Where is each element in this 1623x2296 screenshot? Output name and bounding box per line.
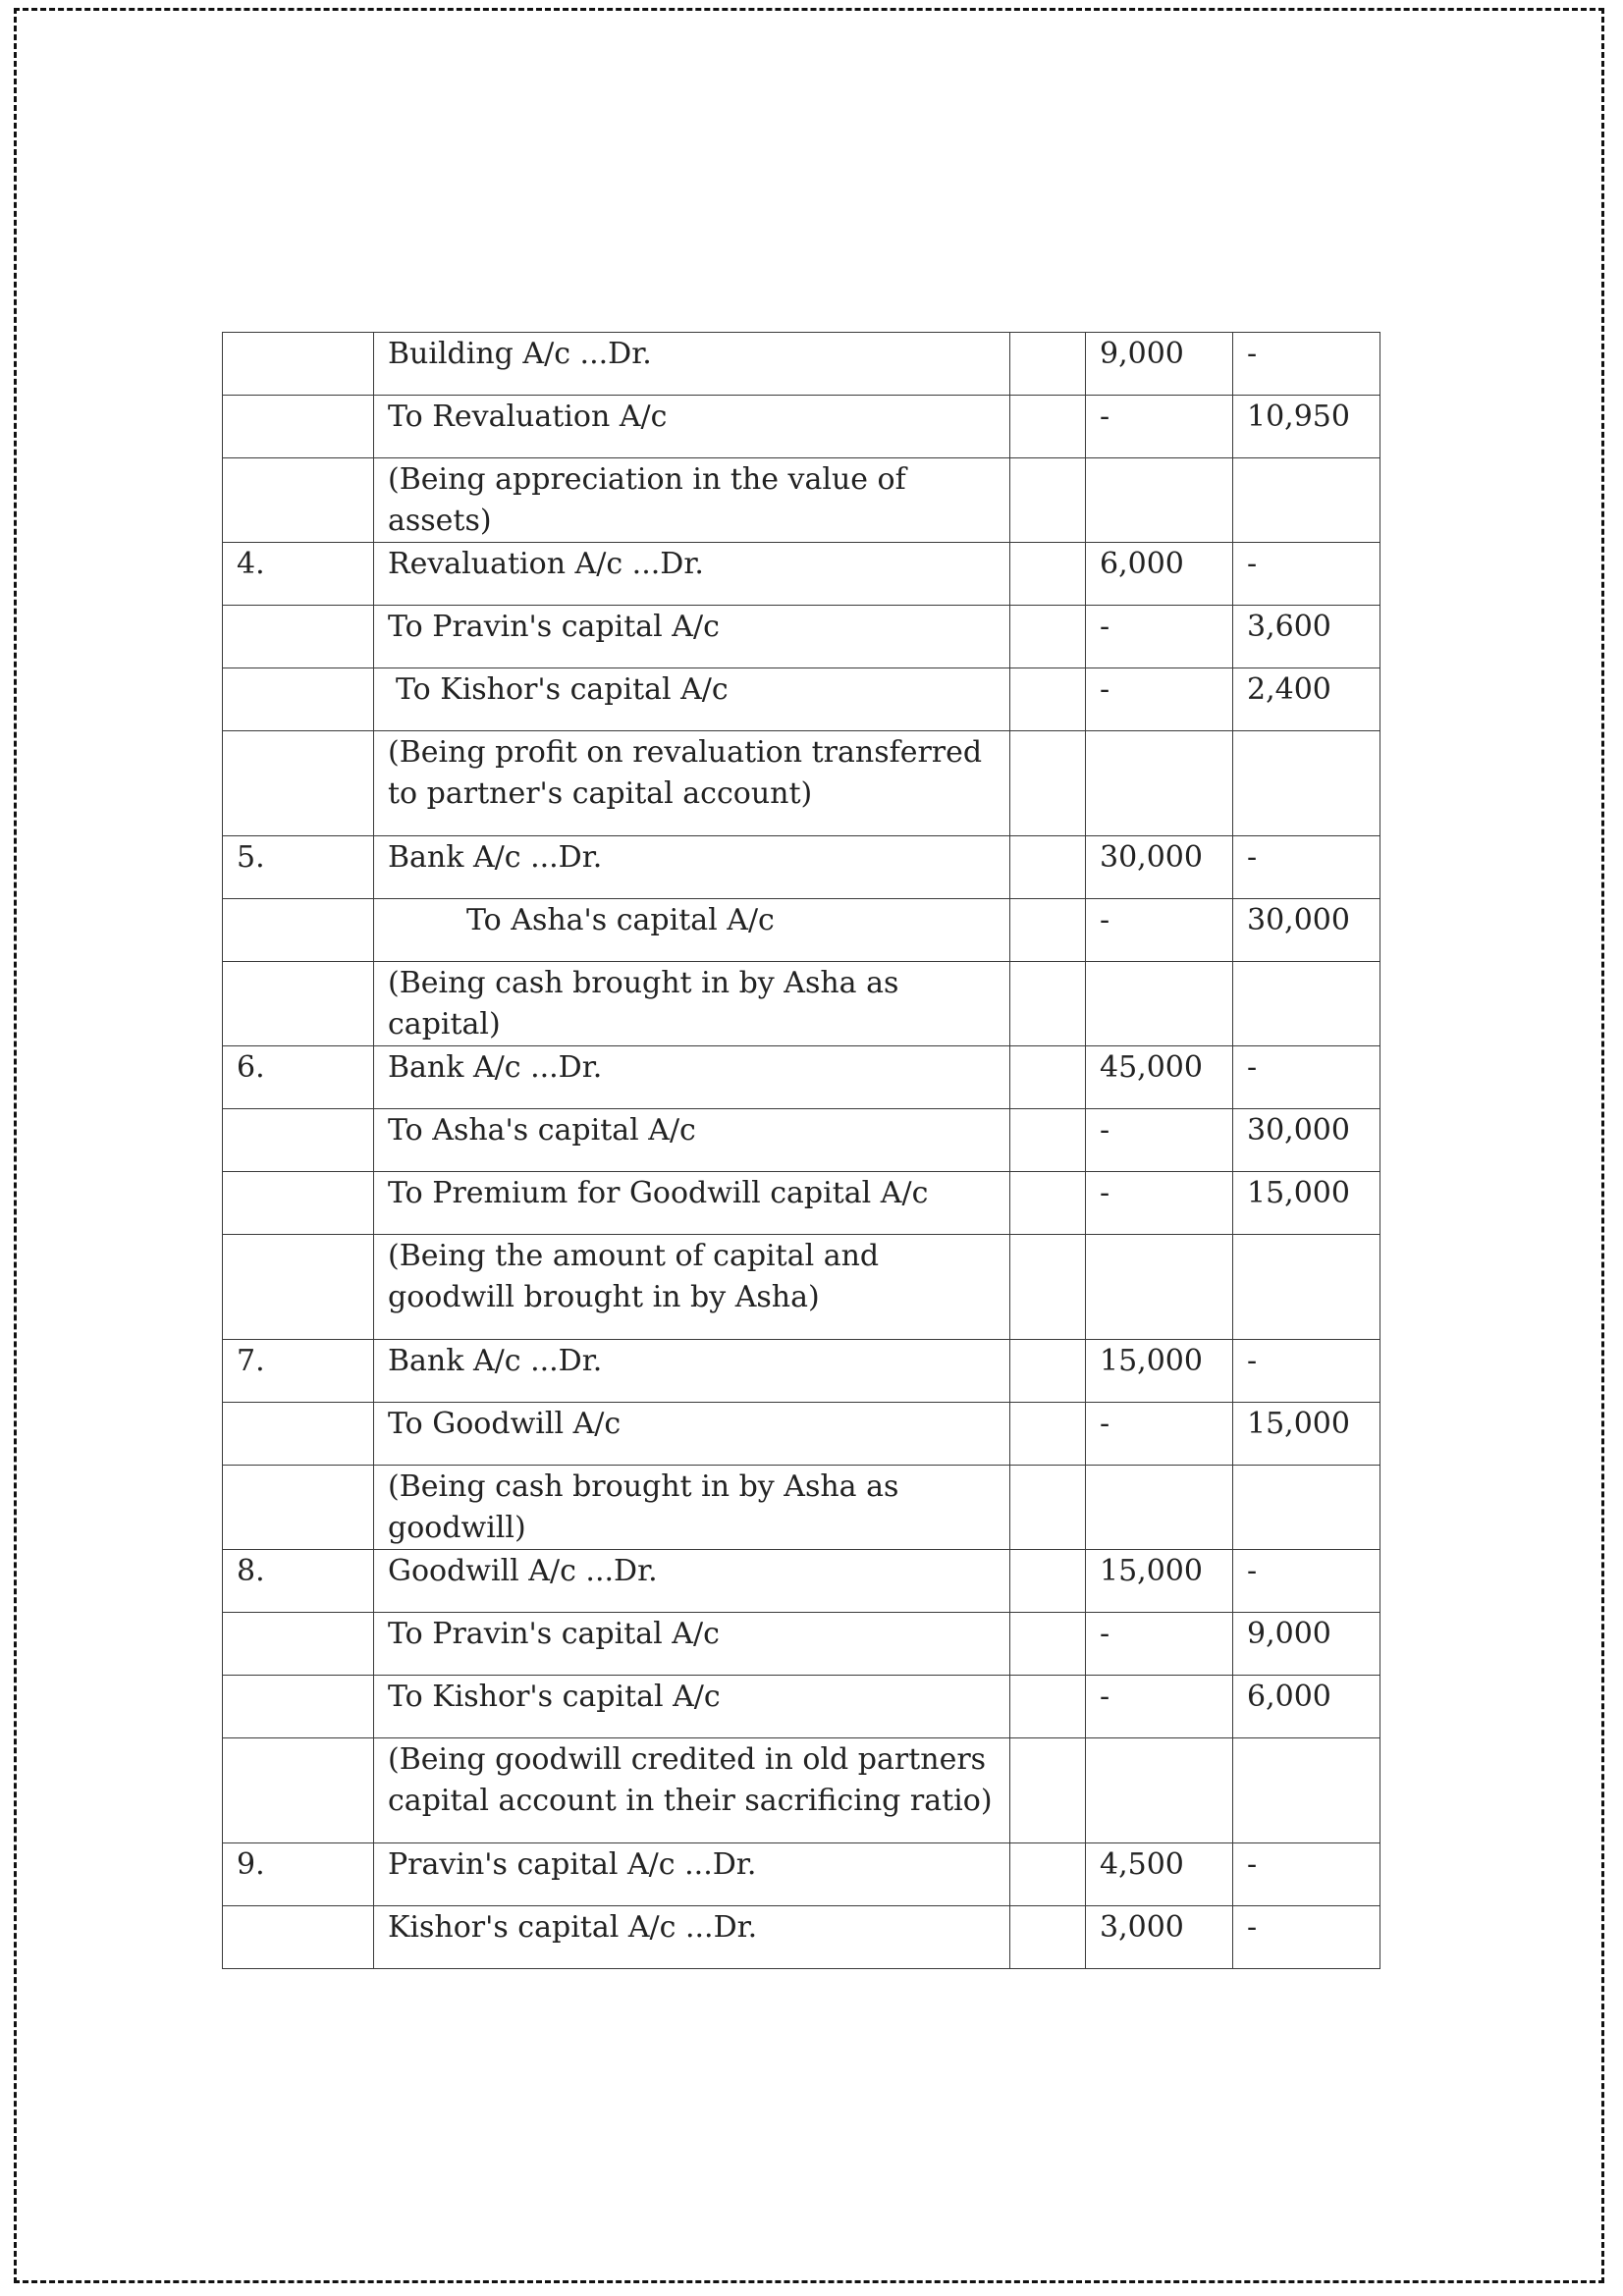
credit-amount-cell xyxy=(1233,606,1380,668)
entry-number-cell xyxy=(223,836,374,899)
particulars-text: (Being the amount of capital and goodwill brought in by Asha) xyxy=(388,1239,880,1314)
entry-number-cell xyxy=(223,1738,374,1843)
entry-number-cell xyxy=(223,1235,374,1340)
particulars-text: Goodwill A/c ...Dr. xyxy=(388,1554,658,1588)
debit-amount-cell xyxy=(1086,1046,1233,1109)
particulars-cell xyxy=(374,731,1010,836)
particulars-text: Kishor's capital A/c ...Dr. xyxy=(388,1910,758,1945)
journal-row xyxy=(223,458,1380,543)
particulars-text: Bank A/c ...Dr. xyxy=(388,1050,603,1085)
debit-amount-text: - xyxy=(1100,400,1110,434)
credit-amount-cell xyxy=(1233,1403,1380,1466)
debit-amount-cell xyxy=(1086,1843,1233,1906)
entry-number-cell xyxy=(223,962,374,1046)
credit-amount-text: 9,000 xyxy=(1247,1617,1331,1651)
journal-row xyxy=(223,606,1380,668)
debit-amount-text xyxy=(1100,1235,1218,1236)
debit-amount-text: - xyxy=(1100,1617,1110,1651)
debit-amount-cell xyxy=(1086,668,1233,731)
journal-row xyxy=(223,1340,1380,1403)
journal-row xyxy=(223,396,1380,458)
entry-number-cell xyxy=(223,606,374,668)
credit-amount-text: - xyxy=(1247,337,1258,371)
debit-amount-cell xyxy=(1086,1613,1233,1676)
credit-amount-cell xyxy=(1233,396,1380,458)
ledger-folio-text xyxy=(1024,1613,1071,1614)
debit-amount-text xyxy=(1100,962,1218,963)
ledger-folio-cell xyxy=(1010,1676,1086,1738)
particulars-cell xyxy=(374,668,1010,731)
debit-amount-text: - xyxy=(1100,1176,1110,1210)
entry-number-text: 9. xyxy=(237,1847,265,1882)
particulars-cell xyxy=(374,962,1010,1046)
debit-amount-cell xyxy=(1086,1550,1233,1613)
ledger-folio-text xyxy=(1024,899,1071,900)
debit-amount-text xyxy=(1100,1466,1218,1467)
debit-amount-text: 15,000 xyxy=(1100,1344,1203,1378)
credit-amount-text: - xyxy=(1247,1847,1258,1882)
credit-amount-cell xyxy=(1233,1843,1380,1906)
debit-amount-cell xyxy=(1086,543,1233,606)
particulars-cell xyxy=(374,1843,1010,1906)
credit-amount-cell xyxy=(1233,1109,1380,1172)
journal-row xyxy=(223,1738,1380,1843)
credit-amount-cell xyxy=(1233,1906,1380,1969)
entry-number-cell xyxy=(223,1403,374,1466)
ledger-folio-text xyxy=(1024,396,1071,397)
ledger-folio-cell xyxy=(1010,458,1086,543)
particulars-cell xyxy=(374,1550,1010,1613)
entry-number-text xyxy=(237,1109,359,1110)
debit-amount-cell xyxy=(1086,1906,1233,1969)
particulars-cell xyxy=(374,1738,1010,1843)
ledger-folio-text xyxy=(1024,1738,1071,1739)
particulars-cell xyxy=(374,1403,1010,1466)
particulars-text: To Premium for Goodwill capital A/c xyxy=(388,1176,929,1210)
entry-number-text: 7. xyxy=(237,1344,265,1378)
ledger-folio-cell xyxy=(1010,1235,1086,1340)
debit-amount-cell xyxy=(1086,606,1233,668)
journal-body xyxy=(223,333,1380,1969)
entry-number-cell xyxy=(223,458,374,543)
particulars-cell xyxy=(374,836,1010,899)
credit-amount-cell xyxy=(1233,962,1380,1046)
ledger-folio-text xyxy=(1024,606,1071,607)
entry-number-text xyxy=(237,396,359,397)
debit-amount-text: - xyxy=(1100,1113,1110,1148)
entry-number-cell xyxy=(223,731,374,836)
credit-amount-text: 3,600 xyxy=(1247,610,1331,644)
credit-amount-text: - xyxy=(1247,1910,1258,1945)
entry-number-text xyxy=(237,1738,359,1739)
particulars-text: (Being goodwill credited in old partners capital account in their sacrificing ratio) xyxy=(388,1742,993,1818)
debit-amount-cell xyxy=(1086,333,1233,396)
entry-number-cell xyxy=(223,1550,374,1613)
ledger-folio-cell xyxy=(1010,1843,1086,1906)
debit-amount-cell xyxy=(1086,1340,1233,1403)
journal-row xyxy=(223,333,1380,396)
debit-amount-text xyxy=(1100,731,1218,732)
entry-number-text xyxy=(237,899,359,900)
entry-number-cell xyxy=(223,1109,374,1172)
particulars-text: To Goodwill A/c xyxy=(388,1407,622,1441)
journal-row xyxy=(223,1613,1380,1676)
ledger-folio-text xyxy=(1024,1235,1071,1236)
entry-number-cell xyxy=(223,899,374,962)
particulars-text: To Kishor's capital A/c xyxy=(388,1680,721,1714)
debit-amount-text: 9,000 xyxy=(1100,337,1184,371)
journal-row xyxy=(223,899,1380,962)
journal-row xyxy=(223,1109,1380,1172)
entry-number-text: 5. xyxy=(237,840,265,875)
entry-number-cell xyxy=(223,668,374,731)
credit-amount-cell xyxy=(1233,899,1380,962)
ledger-folio-text xyxy=(1024,1403,1071,1404)
debit-amount-cell xyxy=(1086,1172,1233,1235)
ledger-folio-cell xyxy=(1010,333,1086,396)
credit-amount-text xyxy=(1247,458,1366,459)
ledger-folio-cell xyxy=(1010,1466,1086,1550)
entry-number-text xyxy=(237,1172,359,1173)
credit-amount-text: 30,000 xyxy=(1247,1113,1350,1148)
particulars-cell xyxy=(374,1613,1010,1676)
credit-amount-cell xyxy=(1233,1550,1380,1613)
ledger-folio-text xyxy=(1024,668,1071,669)
particulars-text: To Pravin's capital A/c xyxy=(388,610,720,644)
credit-amount-cell xyxy=(1233,1172,1380,1235)
debit-amount-cell xyxy=(1086,731,1233,836)
particulars-cell xyxy=(374,1109,1010,1172)
ledger-folio-text xyxy=(1024,1550,1071,1551)
journal-row xyxy=(223,543,1380,606)
entry-number-text: 8. xyxy=(237,1554,265,1588)
debit-amount-text: 4,500 xyxy=(1100,1847,1184,1882)
credit-amount-text: - xyxy=(1247,1344,1258,1378)
credit-amount-text: - xyxy=(1247,1554,1258,1588)
credit-amount-cell xyxy=(1233,333,1380,396)
ledger-folio-text xyxy=(1024,1843,1071,1844)
entry-number-text: 6. xyxy=(237,1050,265,1085)
journal-row xyxy=(223,1403,1380,1466)
entry-number-cell xyxy=(223,1172,374,1235)
entry-number-cell xyxy=(223,543,374,606)
ledger-folio-text xyxy=(1024,333,1071,334)
entry-number-cell xyxy=(223,1340,374,1403)
ledger-folio-cell xyxy=(1010,1403,1086,1466)
journal-row xyxy=(223,836,1380,899)
entry-number-text xyxy=(237,1466,359,1467)
credit-amount-cell xyxy=(1233,1738,1380,1843)
particulars-cell xyxy=(374,1172,1010,1235)
debit-amount-cell xyxy=(1086,1109,1233,1172)
ledger-folio-cell xyxy=(1010,1340,1086,1403)
entry-number-cell xyxy=(223,1676,374,1738)
ledger-folio-cell xyxy=(1010,606,1086,668)
entry-number-text: 4. xyxy=(237,547,265,581)
credit-amount-text xyxy=(1247,1235,1366,1236)
debit-amount-text: 3,000 xyxy=(1100,1910,1184,1945)
particulars-cell xyxy=(374,396,1010,458)
credit-amount-cell xyxy=(1233,836,1380,899)
debit-amount-cell xyxy=(1086,1235,1233,1340)
entry-number-cell xyxy=(223,1613,374,1676)
entry-number-cell xyxy=(223,1466,374,1550)
particulars-cell xyxy=(374,333,1010,396)
ledger-folio-cell xyxy=(1010,1613,1086,1676)
debit-amount-cell xyxy=(1086,1676,1233,1738)
particulars-text: (Being profit on revaluation transferred to partner's capital account) xyxy=(388,735,983,811)
credit-amount-text: - xyxy=(1247,547,1258,581)
entry-number-text xyxy=(237,668,359,669)
particulars-cell xyxy=(374,606,1010,668)
ledger-folio-cell xyxy=(1010,396,1086,458)
particulars-cell xyxy=(374,1046,1010,1109)
debit-amount-cell xyxy=(1086,1466,1233,1550)
entry-number-text xyxy=(237,731,359,732)
ledger-folio-text xyxy=(1024,1172,1071,1173)
particulars-cell xyxy=(374,543,1010,606)
debit-amount-text: - xyxy=(1100,903,1110,937)
particulars-text: To Asha's capital A/c xyxy=(388,1113,696,1148)
debit-amount-text: - xyxy=(1100,610,1110,644)
credit-amount-text xyxy=(1247,1738,1366,1739)
particulars-text: (Being cash brought in by Asha as goodwill) xyxy=(388,1469,899,1545)
debit-amount-cell xyxy=(1086,1403,1233,1466)
debit-amount-text: 6,000 xyxy=(1100,547,1184,581)
ledger-folio-text xyxy=(1024,1046,1071,1047)
particulars-text: (Being appreciation in the value of assets) xyxy=(388,462,906,538)
debit-amount-text: - xyxy=(1100,1407,1110,1441)
ledger-folio-text xyxy=(1024,1340,1071,1341)
ledger-folio-cell xyxy=(1010,1172,1086,1235)
debit-amount-cell xyxy=(1086,899,1233,962)
particulars-text: (Being cash brought in by Asha as capital) xyxy=(388,966,899,1041)
credit-amount-cell xyxy=(1233,458,1380,543)
debit-amount-cell xyxy=(1086,396,1233,458)
debit-amount-text: 30,000 xyxy=(1100,840,1203,875)
debit-amount-text: 45,000 xyxy=(1100,1050,1203,1085)
credit-amount-text: 15,000 xyxy=(1247,1407,1350,1441)
entry-number-cell xyxy=(223,333,374,396)
debit-amount-text xyxy=(1100,458,1218,459)
ledger-folio-text xyxy=(1024,1109,1071,1110)
ledger-folio-cell xyxy=(1010,836,1086,899)
entry-number-text xyxy=(237,1906,359,1907)
debit-amount-cell xyxy=(1086,1738,1233,1843)
entry-number-text xyxy=(237,333,359,334)
particulars-text: Revaluation A/c ...Dr. xyxy=(388,547,704,581)
particulars-text: Building A/c ...Dr. xyxy=(388,337,652,371)
particulars-cell xyxy=(374,1466,1010,1550)
credit-amount-text: 30,000 xyxy=(1247,903,1350,937)
ledger-folio-text xyxy=(1024,1676,1071,1677)
credit-amount-text xyxy=(1247,731,1366,732)
particulars-text: Pravin's capital A/c ...Dr. xyxy=(388,1847,757,1882)
particulars-cell xyxy=(374,1906,1010,1969)
ledger-folio-text xyxy=(1024,1906,1071,1907)
entry-number-text xyxy=(237,1676,359,1677)
entry-number-text xyxy=(237,1613,359,1614)
ledger-folio-cell xyxy=(1010,1738,1086,1843)
ledger-folio-text xyxy=(1024,458,1071,459)
journal-row xyxy=(223,1172,1380,1235)
credit-amount-cell xyxy=(1233,1466,1380,1550)
journal-row xyxy=(223,1676,1380,1738)
journal-entry-table xyxy=(222,332,1380,1969)
particulars-text: To Asha's capital A/c xyxy=(466,903,775,937)
ledger-folio-cell xyxy=(1010,1046,1086,1109)
entry-number-text xyxy=(237,458,359,459)
credit-amount-text: 2,400 xyxy=(1247,672,1331,707)
credit-amount-cell xyxy=(1233,1046,1380,1109)
journal-row xyxy=(223,1235,1380,1340)
entry-number-text xyxy=(237,1235,359,1236)
particulars-cell xyxy=(374,899,1010,962)
debit-amount-text: 15,000 xyxy=(1100,1554,1203,1588)
particulars-text: To Kishor's capital A/c xyxy=(396,672,729,707)
ledger-folio-cell xyxy=(1010,1109,1086,1172)
ledger-folio-cell xyxy=(1010,1906,1086,1969)
entry-number-cell xyxy=(223,1906,374,1969)
debit-amount-cell xyxy=(1086,836,1233,899)
ledger-folio-cell xyxy=(1010,668,1086,731)
credit-amount-cell xyxy=(1233,1613,1380,1676)
journal-row xyxy=(223,668,1380,731)
ledger-folio-text xyxy=(1024,1466,1071,1467)
particulars-text: To Pravin's capital A/c xyxy=(388,1617,720,1651)
journal-row xyxy=(223,962,1380,1046)
ledger-folio-cell xyxy=(1010,1550,1086,1613)
credit-amount-cell xyxy=(1233,543,1380,606)
ledger-folio-text xyxy=(1024,962,1071,963)
journal-row xyxy=(223,1046,1380,1109)
debit-amount-text: - xyxy=(1100,672,1110,707)
debit-amount-cell xyxy=(1086,458,1233,543)
credit-amount-text: 10,950 xyxy=(1247,400,1350,434)
particulars-text: To Revaluation A/c xyxy=(388,400,668,434)
particulars-text: Bank A/c ...Dr. xyxy=(388,1344,603,1378)
entry-number-text xyxy=(237,962,359,963)
credit-amount-cell xyxy=(1233,668,1380,731)
particulars-cell xyxy=(374,458,1010,543)
journal-row xyxy=(223,1906,1380,1969)
entry-number-cell xyxy=(223,396,374,458)
debit-amount-text xyxy=(1100,1738,1218,1739)
credit-amount-text xyxy=(1247,962,1366,963)
ledger-folio-text xyxy=(1024,836,1071,837)
credit-amount-cell xyxy=(1233,1340,1380,1403)
ledger-folio-cell xyxy=(1010,899,1086,962)
journal-row xyxy=(223,1843,1380,1906)
credit-amount-cell xyxy=(1233,731,1380,836)
ledger-folio-cell xyxy=(1010,731,1086,836)
debit-amount-text: - xyxy=(1100,1680,1110,1714)
credit-amount-text: 6,000 xyxy=(1247,1680,1331,1714)
ledger-folio-text xyxy=(1024,543,1071,544)
debit-amount-cell xyxy=(1086,962,1233,1046)
credit-amount-cell xyxy=(1233,1235,1380,1340)
credit-amount-cell xyxy=(1233,1676,1380,1738)
entry-number-text xyxy=(237,606,359,607)
credit-amount-text: 15,000 xyxy=(1247,1176,1350,1210)
journal-row xyxy=(223,1466,1380,1550)
particulars-cell xyxy=(374,1235,1010,1340)
entry-number-cell xyxy=(223,1843,374,1906)
entry-number-cell xyxy=(223,1046,374,1109)
journal-row xyxy=(223,1550,1380,1613)
particulars-cell xyxy=(374,1340,1010,1403)
ledger-folio-text xyxy=(1024,731,1071,732)
ledger-folio-cell xyxy=(1010,962,1086,1046)
credit-amount-text xyxy=(1247,1466,1366,1467)
particulars-text: Bank A/c ...Dr. xyxy=(388,840,603,875)
ledger-folio-cell xyxy=(1010,543,1086,606)
journal-row xyxy=(223,731,1380,836)
credit-amount-text: - xyxy=(1247,840,1258,875)
credit-amount-text: - xyxy=(1247,1050,1258,1085)
entry-number-text xyxy=(237,1403,359,1404)
particulars-cell xyxy=(374,1676,1010,1738)
